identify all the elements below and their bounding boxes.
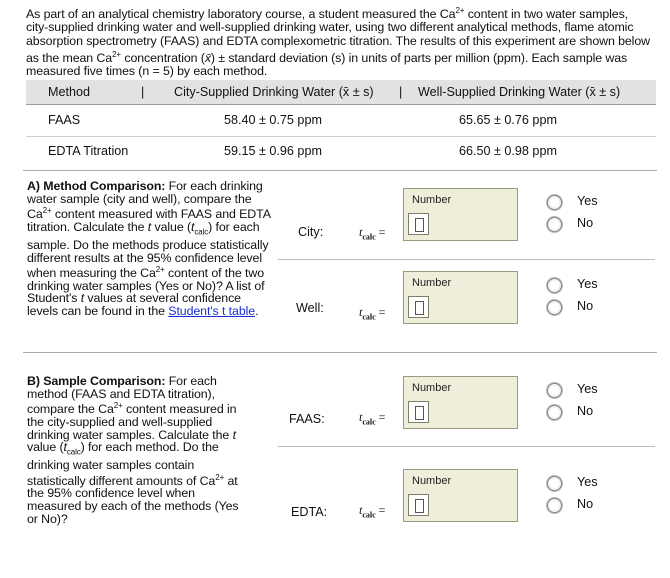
- edta-label: EDTA:: [291, 505, 328, 519]
- cell-method: FAAS: [48, 113, 81, 127]
- faas-number-box: [403, 376, 518, 429]
- section-a-title: A) Method Comparison:: [27, 179, 166, 193]
- well-equals: =: [378, 305, 386, 319]
- header-separator-2: |: [399, 85, 403, 99]
- intro-text-4: ) ± standard deviation (s) in units of parts per million (ppm). Each sample was measured five times (n = 5) by each method.: [26, 51, 628, 79]
- edta-no-label: No: [577, 497, 594, 511]
- section-a-text: [27, 180, 275, 318]
- edta-yes-option[interactable]: [537, 474, 645, 494]
- section-b-text-5: at the 95% confidence level when measured by each of the methods (Yes or No)?: [27, 473, 239, 526]
- edta-tcalc-input[interactable]: [408, 494, 429, 516]
- section-a-text-7: .: [255, 304, 259, 319]
- edta-yes-label: Yes: [577, 475, 598, 489]
- city-yes-label: Yes: [577, 194, 598, 208]
- well-tcalc-input[interactable]: [408, 296, 429, 318]
- well-radio-group: [537, 276, 645, 329]
- faas-no-label: No: [577, 404, 594, 418]
- faas-equals: =: [378, 410, 386, 424]
- section-a-t2: t: [80, 291, 85, 306]
- cell-well: 66.50 ± 0.98 ppm: [459, 144, 557, 158]
- question-divider: [278, 446, 655, 447]
- faas-t: t: [359, 410, 363, 424]
- section-b-text-2: content measured in the city-supplied and well-supplied drinking water samples. Calculate the: [27, 402, 237, 442]
- city-number-box: [403, 188, 518, 241]
- edta-no-option[interactable]: [537, 496, 645, 516]
- cell-city: 58.40 ± 0.75 ppm: [224, 113, 322, 127]
- table-row: [26, 138, 656, 166]
- city-t: t: [359, 225, 363, 239]
- city-radio-group: [537, 193, 645, 246]
- section-b-tcalc: t: [63, 440, 67, 455]
- section-a-t: t: [147, 219, 152, 234]
- edta-number-label: Number: [412, 475, 452, 487]
- well-no-radio[interactable]: [547, 300, 562, 315]
- section-divider: [23, 170, 657, 171]
- city-yes-radio[interactable]: [547, 195, 562, 210]
- section-a-text-2: content measured with FAAS and EDTA titration. Calculate the: [27, 207, 271, 234]
- students-t-table-link[interactable]: Student's t table: [168, 304, 256, 319]
- section-a-text-6: values at several confidence levels can be found in the: [27, 291, 241, 319]
- section-a-calc-sub: calc: [194, 227, 209, 237]
- city-no-radio[interactable]: [547, 217, 562, 232]
- city-yes-option[interactable]: [537, 193, 645, 213]
- intro-text-1: As part of an analytical chemistry laboratory course, a student measured the Ca: [26, 7, 456, 22]
- cell-method: EDTA Titration: [48, 144, 129, 158]
- edta-t: t: [359, 503, 363, 517]
- city-equals: =: [378, 225, 386, 239]
- table-row: [26, 107, 656, 135]
- intro-sup-2: 2+: [112, 50, 121, 60]
- header-well: Well-Supplied Drinking Water (x̄ ± s): [418, 85, 621, 99]
- section-b-text-4: ) for each method. Do the drinking water samples contain statistically different amounts of Ca: [27, 440, 219, 488]
- cell-well: 65.65 ± 0.76 ppm: [459, 113, 557, 127]
- city-number-label: Number: [412, 194, 452, 206]
- header-method: Method: [48, 85, 91, 99]
- city-calc-sub: calc: [362, 232, 376, 242]
- table-row-divider: [26, 136, 656, 137]
- faas-label: FAAS:: [289, 412, 325, 426]
- edta-yes-radio[interactable]: [547, 476, 562, 491]
- table-header: [26, 80, 656, 105]
- section-a-text-4: ) for each sample. Do the methods produce statistically different results at the 95% confidence level when measuring the Ca: [27, 219, 269, 281]
- city-label: City:: [298, 225, 324, 239]
- faas-radio-group: [537, 381, 645, 434]
- section-a-text-3: value (: [151, 219, 191, 234]
- faas-tcalc-symbol: [359, 410, 385, 426]
- intro-paragraph: [26, 4, 651, 79]
- section-a-text-1: For each drinking water sample (city and well), compare the Ca: [27, 179, 263, 222]
- faas-yes-option[interactable]: [537, 381, 645, 401]
- section-a-sup-1: 2+: [42, 206, 52, 216]
- edta-tcalc-symbol: [359, 503, 385, 519]
- well-yes-radio[interactable]: [547, 278, 562, 293]
- section-b-title: B) Sample Comparison:: [27, 374, 166, 388]
- question-divider: [278, 259, 655, 260]
- well-number-label: Number: [412, 277, 452, 289]
- header-city: City-Supplied Drinking Water (x̄ ± s): [174, 85, 374, 99]
- section-a-tcalc: t: [190, 219, 195, 234]
- faas-tcalc-input[interactable]: [408, 401, 429, 423]
- section-b-text: [27, 375, 252, 525]
- section-b-calc-sub: calc: [66, 447, 81, 457]
- well-number-box: [403, 271, 518, 324]
- edta-equals: =: [378, 503, 386, 517]
- well-yes-label: Yes: [577, 277, 598, 291]
- section-b-text-3: value (: [27, 440, 64, 455]
- section-a-text-5: content of the two drinking water samples (Yes or No)? A list of Student's: [27, 266, 265, 306]
- well-tcalc-symbol: [359, 305, 385, 321]
- cell-city: 59.15 ± 0.96 ppm: [224, 144, 322, 158]
- city-no-label: No: [577, 216, 594, 230]
- section-a-sup-2: 2+: [155, 265, 165, 275]
- city-no-option[interactable]: [537, 215, 645, 235]
- edta-no-radio[interactable]: [547, 498, 562, 513]
- edta-radio-group: [537, 474, 645, 527]
- well-t: t: [359, 305, 363, 319]
- intro-text-3: concentration (: [121, 51, 205, 66]
- faas-number-label: Number: [412, 382, 452, 394]
- intro-xbar: x̄: [204, 51, 211, 66]
- section-b-text-1: For each method (FAAS and EDTA titration), compare the Ca: [27, 374, 217, 417]
- well-yes-option[interactable]: [537, 276, 645, 296]
- section-b-t: t: [232, 427, 236, 442]
- faas-yes-radio[interactable]: [547, 383, 562, 398]
- city-tcalc-symbol: [359, 225, 385, 241]
- faas-no-radio[interactable]: [547, 405, 562, 420]
- well-no-option[interactable]: [537, 298, 645, 318]
- section-divider: [23, 352, 657, 353]
- intro-sup-1: 2+: [455, 6, 465, 15]
- intro-text-2: content in two water samples, city-supplied drinking water and well-supplied drinking water, using two different analytical methods, flame atomic absorption spectrometry (FAAS) and EDTA complexometric titration. The results of this experiment are shown below as the mean Ca: [26, 7, 650, 66]
- well-no-label: No: [577, 299, 594, 313]
- section-b-sup-2: 2+: [215, 472, 225, 482]
- well-calc-sub: calc: [362, 312, 376, 322]
- faas-yes-label: Yes: [577, 382, 598, 396]
- city-tcalc-input[interactable]: [408, 213, 429, 235]
- section-b-sup-1: 2+: [113, 401, 123, 411]
- edta-calc-sub: calc: [362, 510, 376, 520]
- header-separator-1: |: [141, 85, 145, 99]
- faas-no-option[interactable]: [537, 403, 645, 423]
- edta-number-box: [403, 469, 518, 522]
- well-label: Well:: [296, 301, 324, 315]
- faas-calc-sub: calc: [362, 417, 376, 427]
